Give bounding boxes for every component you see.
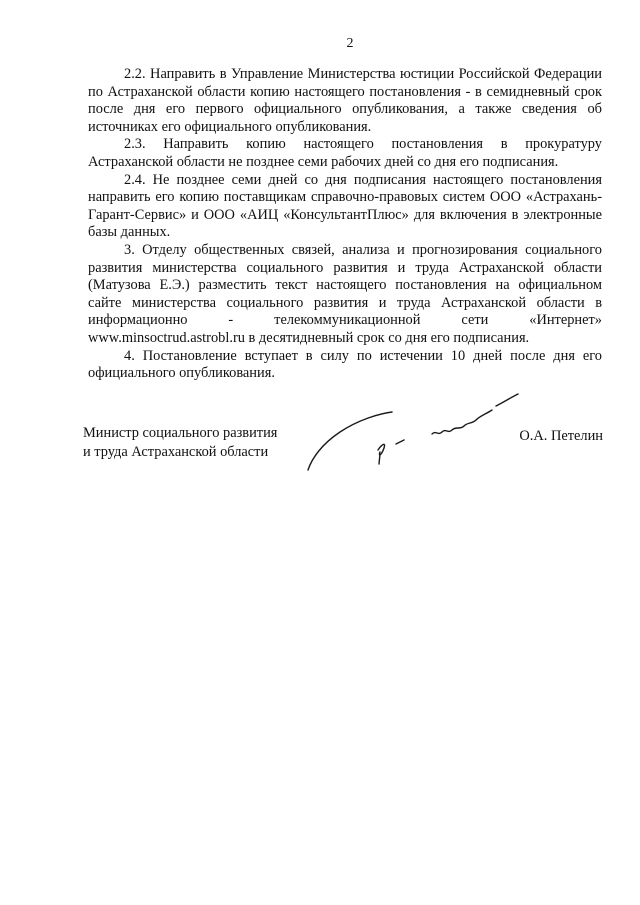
signatory-name: О.А. Петелин <box>519 428 603 444</box>
signatory-title <box>83 424 277 462</box>
paragraph-2-3: 2.3. Направить копию настоящего постановления в прокуратуру Астраханской области не позднее семи рабочих дней со дня его подписания. <box>88 136 602 170</box>
paragraph-2-4: 2.4. Не позднее семи дней со дня подписания настоящего постановления направить его копию поставщикам справочно-правовых систем ООО «Астрахань-Гарант-Сервис» и ООО «АИЦ «КонсультантПлюс» для включения в электронные базы данных. <box>88 171 602 241</box>
document-body <box>88 66 602 383</box>
handwritten-signature <box>300 392 540 482</box>
paragraph-3: 3. Отделу общественных связей, анализа и прогнозирования социального развития министерства социального развития и труда Астраханской области (Матузова Е.Э.) разместить текст настоящего постановления на официальном сайте министерства социального развития и труда Астраханской области в информационно - телекоммуникационной сети «Интернет» www.minsoctrud.astrobl.ru в десятидневный срок со дня его подписания. <box>88 241 602 346</box>
signatory-title-line-1: Министр социального развития <box>83 425 278 441</box>
page-number: 2 <box>346 36 354 51</box>
paragraph-2-2: 2.2. Направить в Управление Министерства юстиции Российской Федерации по Астраханской области копию настоящего постановления - в семидневный срок после дня его первого официального опубликования, а также сведения об источниках его официального опубликования. <box>88 66 602 135</box>
paragraph-4: 4. Постановление вступает в силу по истечении 10 дней после дня его официального опубликования. <box>88 347 602 382</box>
signatory-title-line-2: и труда Астраханской области <box>83 444 269 460</box>
